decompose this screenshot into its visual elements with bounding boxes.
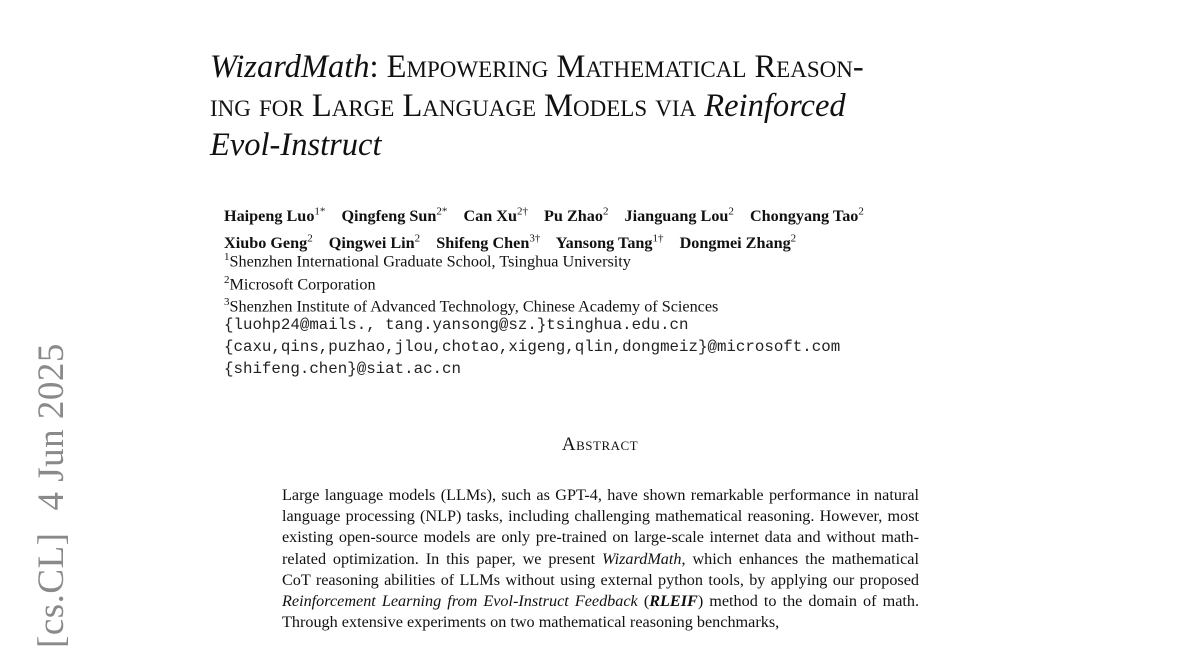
title-part-2: ing for Large Language Models via: [210, 88, 705, 124]
paper-title: [210, 48, 1030, 165]
affiliation: $^1$Shenzhen International Graduate School, Tsinghua University: [224, 251, 631, 271]
abstract-body: Large language models (LLMs), such as GPT-4, have shown remarkable performance in natural language processing (NLP) tasks, including challenging mathematical reasoning. However, most existing open-source models are only pre-trained on large-scale internet data and without math-related optimization. In this paper, we present WizardMath, which enhances the mathematical CoT reasoning abilities of LLMs without using external python tools, by applying our proposed Reinforcement Learning from Evol-Instruct Feedback (RLEIF) method to the domain of math. Through extensive experiments on two mathematical reasoning benchmarks,: [282, 486, 920, 632]
author: Chongyang Tao$^2$: [749, 206, 864, 226]
author: Qingwei Lin$^2$: [328, 232, 421, 252]
author: Can $Xu^{2\dagger}$: [463, 206, 528, 226]
title-method-1: Reinforced: [704, 88, 846, 124]
author: Dongmei Zhang$^2$: [679, 232, 797, 252]
arxiv-stamp: [30, 343, 73, 648]
author: Yansong Tang$^{1\dagger}$: [555, 232, 664, 252]
method-name: Reinforcement Learning from Evol-Instruct Feedback: [282, 592, 638, 611]
email-line: {caxu,qins,puzhao,jlou,chotao,xigeng,qlin,dongmeiz}@microsoft.com: [224, 338, 841, 356]
model-name: WizardMath: [602, 549, 682, 568]
email-line: {luohp24@mails., tang.yansong@sz.}tsinghua.edu.cn: [224, 316, 689, 334]
title-model-name: WizardMath: [210, 49, 370, 85]
affiliation: $^3$Shenzhen Institute of Advanced Technology, Chinese Academy of Sciences: [224, 296, 719, 316]
arxiv-category: [cs.CL]: [31, 532, 72, 648]
method-acronym: RLEIF: [649, 592, 698, 611]
abstract-heading: Abstract: [561, 434, 639, 455]
affiliation: $^2$Microsoft Corporation: [224, 274, 376, 294]
author: Pu Zhao$^2$: [544, 206, 609, 226]
author: Shifeng Chen$^{3\dagger}$: [436, 232, 541, 252]
author: Jianguang Lou$^2$: [624, 206, 734, 226]
author: Qingfeng Sun$^{2*}$: [341, 206, 448, 226]
title-part-1: : Empowering Mathematical Reason-: [369, 49, 864, 85]
title-method-2: Evol-Instruct: [210, 127, 382, 163]
author: Xiubo Geng$^2$: [224, 232, 313, 252]
email-line: {shifeng.chen}@siat.ac.cn: [224, 360, 461, 378]
author: Haipeng Luo$^{1*}$: [224, 206, 326, 226]
arxiv-date: 4 Jun 2025: [31, 343, 72, 511]
